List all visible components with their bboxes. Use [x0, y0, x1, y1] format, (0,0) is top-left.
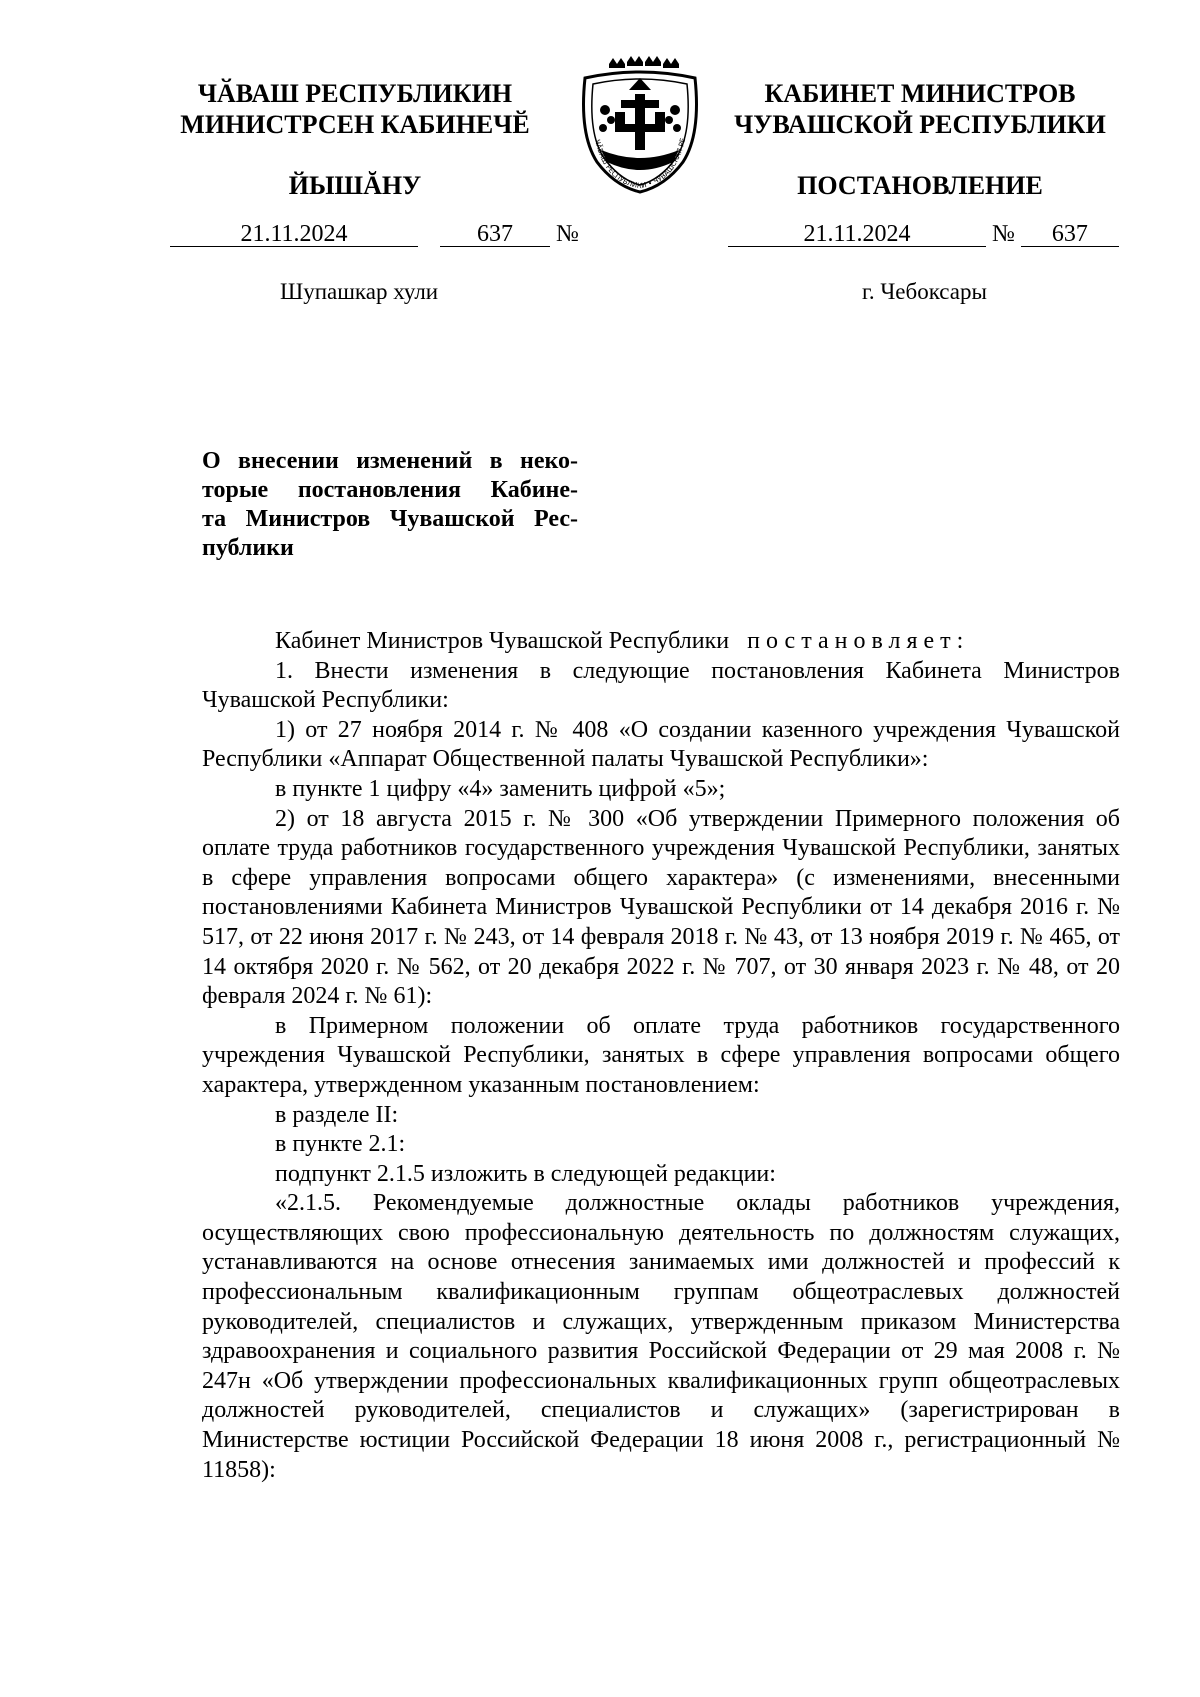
body-paragraph: в пункте 2.1:: [275, 1131, 406, 1158]
title-line: публики: [202, 535, 294, 561]
body-paragraph: в разделе II:: [275, 1101, 399, 1128]
body-paragraph: в Примерном положении об оплате труда работников государственного учреждения Чувашской Республики, занятых в сфере управления вопросами общего характера, утвержденном указанным постановлением:: [202, 1012, 1120, 1098]
registration-russian-no-sign: №: [992, 221, 1015, 247]
title-line: та Министров Чувашской Рес-: [202, 506, 578, 532]
header-russian-line1: КАБИНЕТ МИНИСТРОВ: [764, 79, 1076, 108]
body-paragraph: 2) от 18 августа 2015 г. № 300 «Об утверждении Примерного положения об оплате труда работников государственного учреждения Чувашской Республики, занятых в сфере управления вопросами общего характера» (с изменениями, внесенными постановлениями Кабинета Министров Чувашской Республики от 14 декабря 2016 г. № 517, от 22 июня 2017 г. № 243, от 14 февраля 2018 г. № 43, от 13 ноября 2019 г. № 465, от 14 октября 2020 г. № 562, от 20 декабря 2022 г. № 707, от 30 января 2023 г. № 48, от 20 февраля 2024 г. № 61):: [202, 805, 1120, 1010]
body-paragraph: «2.1.5. Рекомендуемые должностные оклады работников учреждения, осуществляющих свою профессиональную деятельность по должностям служащих, устанавливаются на основе отнесения занимаемых ими должностей и профессий к профессиональным квалификационным группам общеотраслевых должностей руководителей, специалистов и служащих, утвержденным приказом Министерства здравоохранения и социального развития Российской Федерации от 29 мая 2008 г. № 247н «Об утверждении профессиональных квалификационных групп общеотраслевых должностей руководителей, специалистов и служащих» (зарегистрирован в Министерстве юстиции Российской Федерации 18 июня 2008 г., регистрационный № 11858):: [202, 1190, 1120, 1483]
body-paragraph: в пункте 1 цифру «4» заменить цифрой «5»;: [275, 775, 726, 802]
document-title: [202, 447, 578, 563]
header-russian-line2: ЧУВАШСКОЙ РЕСПУБЛИКИ: [734, 110, 1106, 139]
registration-russian-number: 637: [1021, 220, 1119, 247]
header-chuvash-doc-type: ЙЫШĂНУ: [288, 171, 422, 200]
intro-paragraph: [202, 627, 1120, 657]
intro-subject: Кабинет Министров Чувашской Республики: [275, 628, 730, 654]
registration-russian: [728, 220, 1119, 248]
registration-russian-date: 21.11.2024: [728, 220, 986, 247]
header-chuvash-line2: МИНИСТРСЕН КАБИНЕЧӖ: [180, 110, 530, 139]
document-body: [202, 627, 1120, 1485]
body-paragraph: 1. Внести изменения в следующие постановления Кабинета Министров Чувашской Республики:: [202, 657, 1120, 714]
place-russian: г. Чебоксары: [862, 279, 987, 304]
body-paragraph: 1) от 27 ноября 2014 г. № 408 «О создании казенного учреждения Чувашской Республики «Аппарат Общественной палаты Чувашской Республики»:: [202, 716, 1120, 773]
title-line: торые постановления Кабине-: [202, 477, 578, 503]
registration-chuvash: [170, 220, 579, 248]
header-chuvash: [150, 78, 560, 201]
registration-chuvash-no-sign: №: [556, 221, 579, 247]
body-paragraph: подпункт 2.1.5 изложить в следующей редакции:: [275, 1160, 776, 1187]
emblem-ring-text: ЧĂВАШ РЕСПУБЛИКИ • ЧУВАШСКАЯ РЕ: [593, 137, 688, 191]
header-chuvash-line1: ЧӐВАШ РЕСПУБЛИКИН: [197, 79, 513, 108]
place-chuvash: Шупашкар хули: [280, 279, 439, 304]
title-line: О внесении изменений в неко-: [202, 448, 578, 474]
registration-chuvash-date: 21.11.2024: [170, 220, 418, 247]
header-russian-doc-type: ПОСТАНОВЛЕНИЕ: [797, 171, 1043, 200]
header-russian: [720, 78, 1120, 201]
chuvash-republic-emblem-icon: [565, 54, 715, 196]
registration-chuvash-number: 637: [440, 220, 550, 247]
intro-verb: постановляет:: [747, 628, 970, 654]
